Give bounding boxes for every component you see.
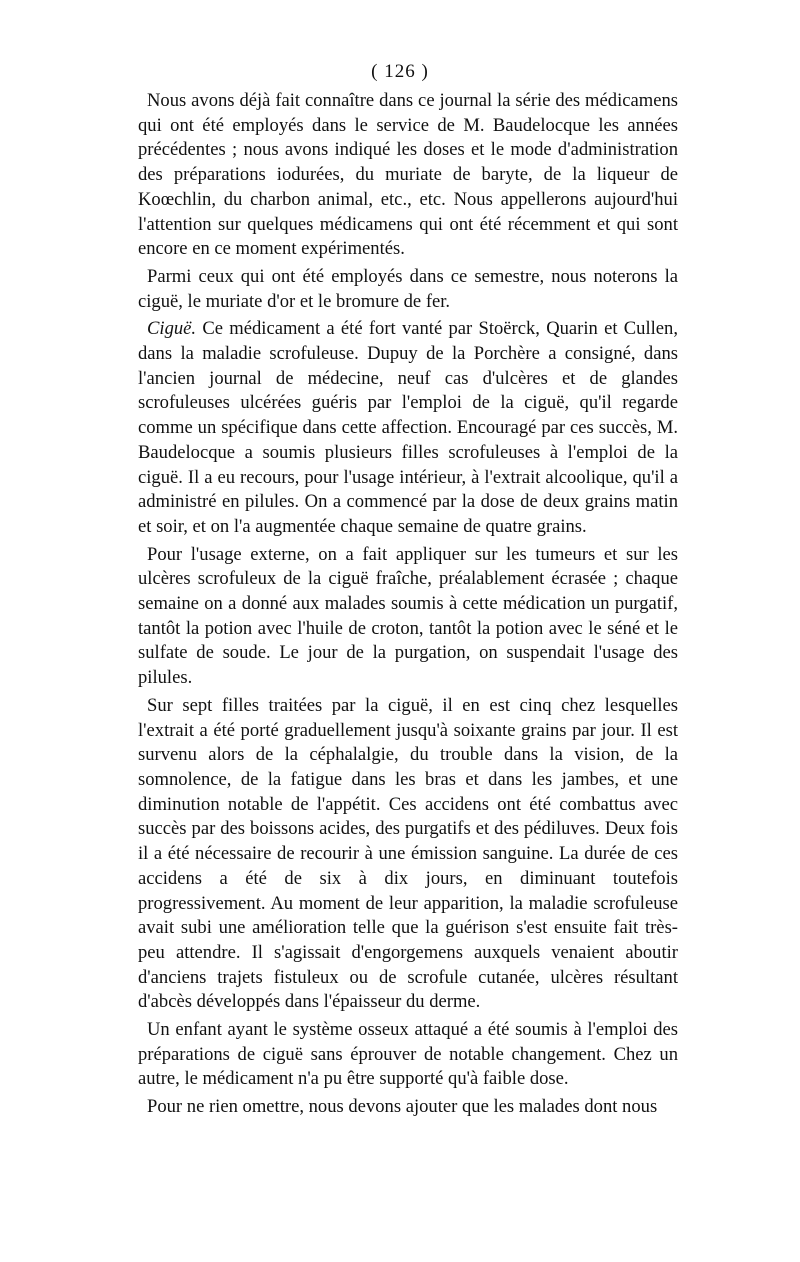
body-text: [138, 89, 678, 1123]
paragraph-lead-word: Ciguë.: [147, 318, 197, 340]
paragraph-text: Pour ne rien omettre, nous devons ajouter que les malades dont nous: [147, 1096, 658, 1118]
paragraph-2: [138, 265, 678, 314]
paragraph-3: [138, 317, 678, 539]
paragraph-4: [138, 543, 678, 691]
paragraph-6: [138, 1018, 678, 1092]
paragraph-5: [138, 694, 678, 1015]
page-number: ( 126 ): [371, 61, 429, 82]
paragraph-7: [138, 1095, 678, 1120]
paragraph-text: Un enfant ayant le système osseux attaqué a été soumis à l'emploi des préparations de ciguë sans éprouver de notable changement. Chez un autre, le médicament n'a pu être supporté qu'à faible dose.: [138, 1019, 678, 1090]
paragraph-text: Nous avons déjà fait connaître dans ce journal la série des médicamens qui ont été employés dans le service de M. Baudelocque les années précédentes ; nous avons indiqué les doses et le mode d'administration des préparations iodurées, du muriate de baryte, de la liqueur de Koœchlin, du charbon animal, etc., etc. Nous appellerons aujourd'hui l'attention sur quelques médicamens qui ont été récemment et qui sont encore en ce moment expérimentés.: [138, 90, 678, 260]
paragraph-text: Sur sept filles traitées par la ciguë, il en est cinq chez lesquelles l'extrait a été porté graduellement jusqu'à soixante grains par jour. Il est survenu alors de la céphalalgie, du trouble dans la vision, de la somnolence, de la fatigue dans les bras et dans les jambes, et une diminution notable de l'appétit. Ces accidens ont été combattus avec succès par des boissons acides, des purgatifs et des pédiluves. Deux fois il a été nécessaire de recourir à une émission sanguine. La durée de ces accidens a été de six à dix jours, en diminuant toutefois progressivement. Au moment de leur apparition, la maladie scrofuleuse avait subi une amélioration telle que la guérison s'est ensuite fait très-peu attendre. Il s'agissait d'engorgemens auxquels venaient aboutir d'anciens trajets fistuleux ou de scrofule cutanée, ulcères résultant d'abcès développés dans l'épaisseur du derme.: [138, 694, 678, 1013]
paragraph-1: [138, 89, 678, 262]
paragraph-text: Parmi ceux qui ont été employés dans ce semestre, nous noterons la ciguë, le muriate d'or et le bromure de fer.: [138, 265, 678, 312]
paragraph-text: Pour l'usage externe, on a fait appliquer sur les tumeurs et sur les ulcères scrofuleux de la ciguë fraîche, préalablement écrasée ; chaque semaine on a donné aux malades soumis à cette médication un purgatif, tantôt la potion avec l'huile de croton, tantôt la potion avec le séné et le sulfate de soude. Le jour de la purgation, on suspendait l'usage des pilules.: [138, 543, 678, 689]
paragraph-text: Ce médicament a été fort vanté par Stoërck, Quarin et Cullen, dans la maladie scrofuleuse. Dupuy de la Porchère a consigné, dans l'ancien journal de médecine, neuf cas d'ulcères et de glandes scrofuleuses ulcérées guéris par l'emploi de la ciguë, qu'il regarde comme un spécifique dans cette affection. Encouragé par ces succès, M. Baudelocque a soumis plusieurs filles scrofuleuses à l'emploi de la ciguë. Il a eu recours, pour l'usage intérieur, à l'extrait alcoolique, qu'il a administré en pilules. On a commencé par la dose de deux grains matin et soir, et on l'a augmentée chaque semaine de quatre grains.: [138, 318, 678, 537]
